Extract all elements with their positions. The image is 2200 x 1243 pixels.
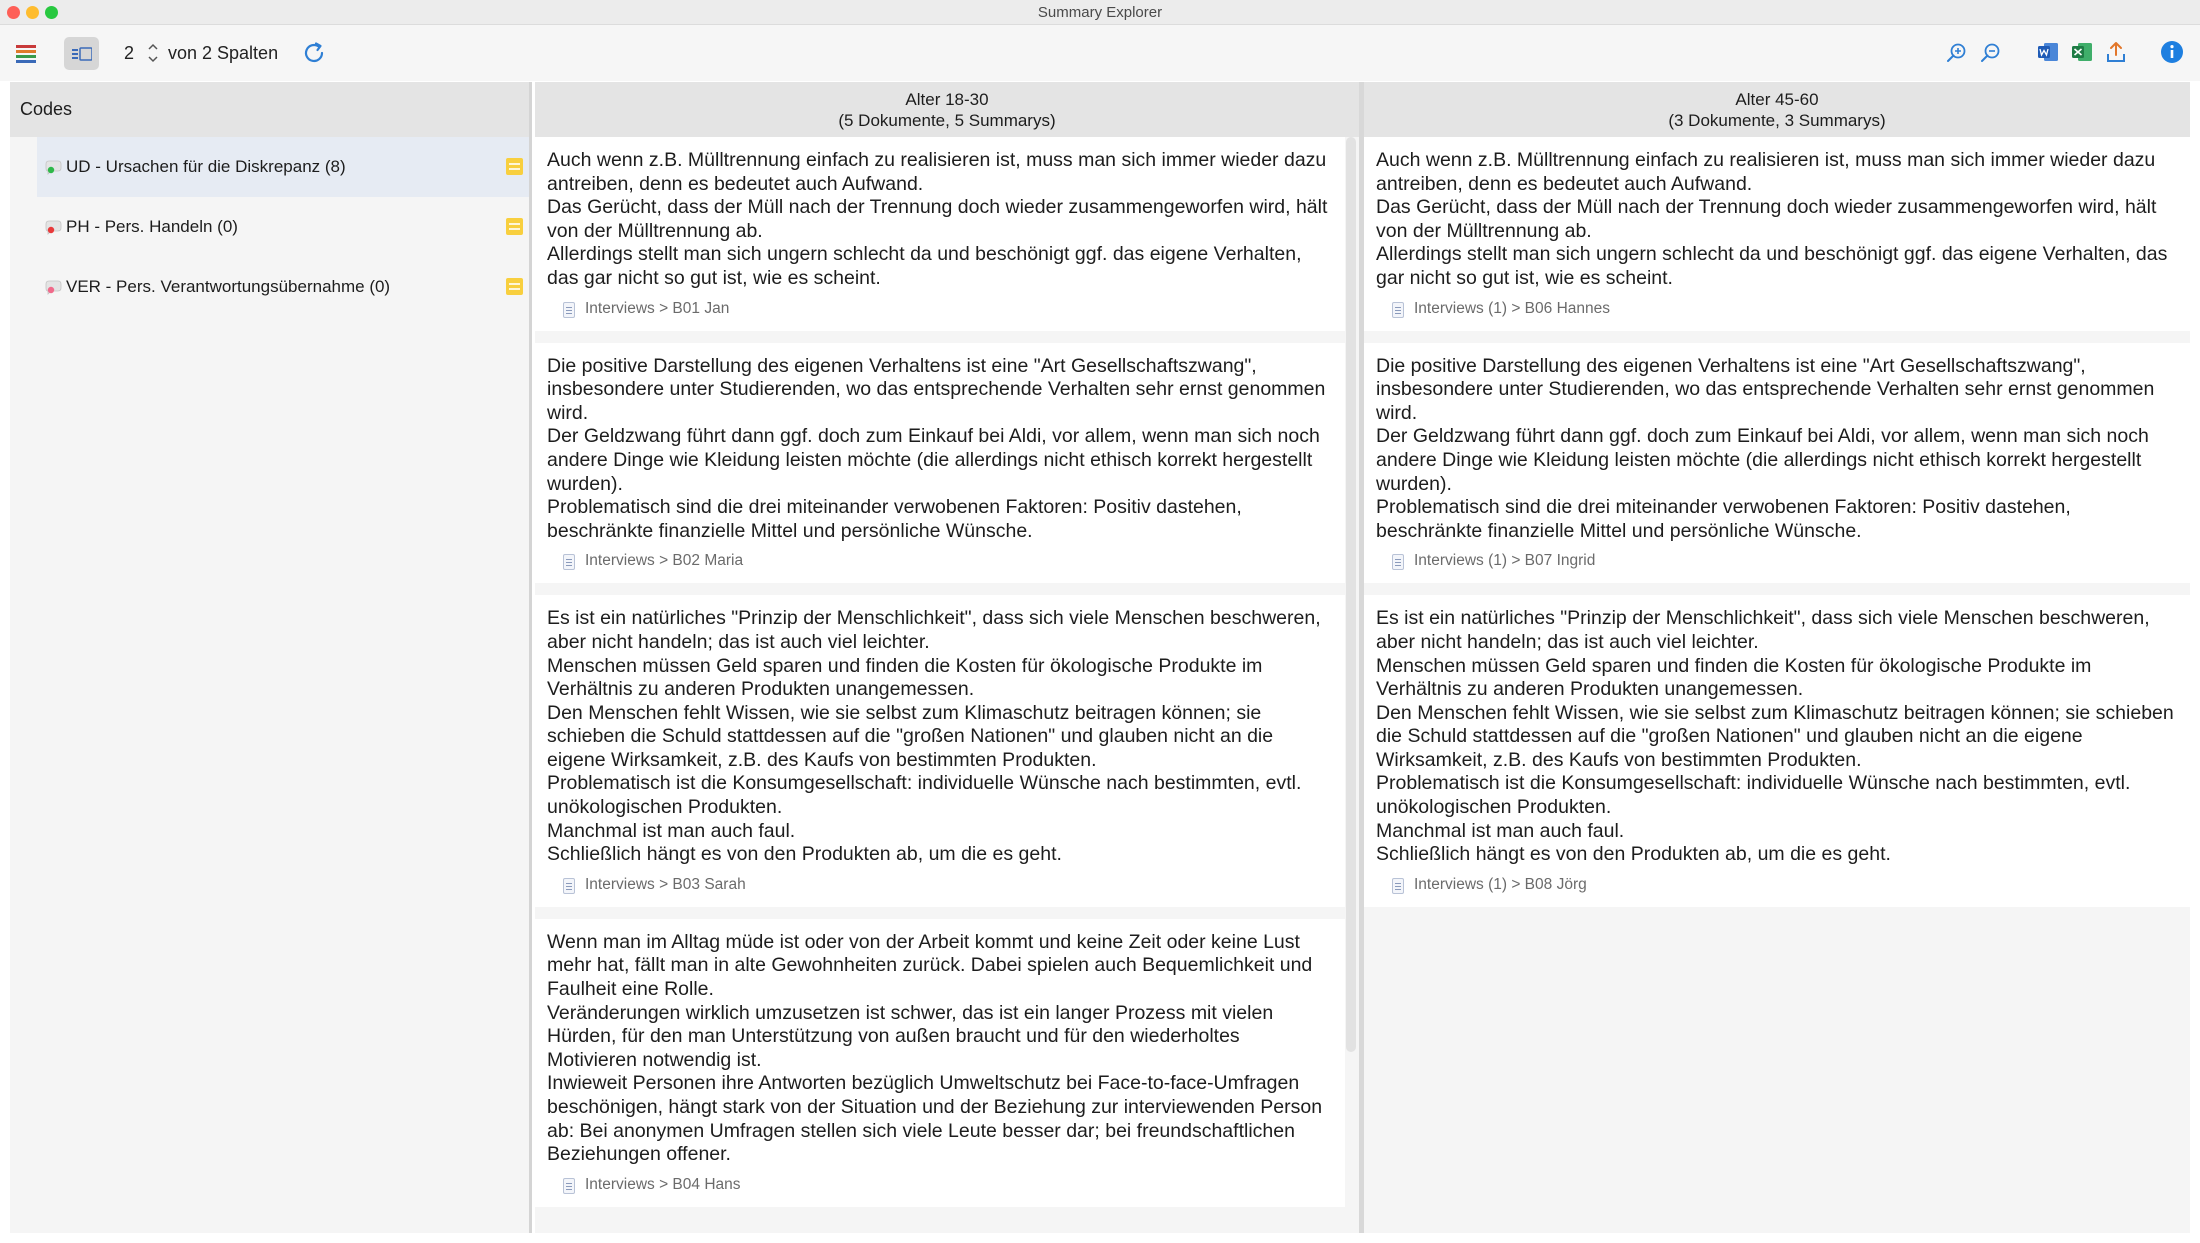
code-item[interactable] [37,257,529,317]
export-excel-icon[interactable] [2070,40,2094,64]
summary-text [1376,149,2180,291]
document-icon [1392,302,1404,318]
summary-card[interactable] [1364,595,2190,919]
summary-text [547,355,1335,544]
code-label: UD - Ursachen für die Diskrepanz (8) [66,157,346,176]
code-icon [45,219,63,235]
window-bottom-edge [0,1233,2200,1243]
column-body-2[interactable] [1364,137,2190,1233]
source-label: Interviews (1) > B07 Ingrid [1414,552,1596,570]
code-icon [45,279,63,295]
summary-line: Der Geldzwang führt dann ggf. doch zum Einkauf bei Aldi, vor allem, wenn man sich noch andere Dinge wie Kleidung leisten möchte (die allerdings nicht ethisch korrekt hergestellt wurden). [1376,425,2149,495]
source-link[interactable] [1376,867,2180,907]
source-link[interactable] [547,543,1335,583]
column-subtitle: (3 Dokumente, 3 Summarys) [1668,111,1886,130]
summary-line: Wenn man im Alltag müde ist oder von der Arbeit kommt und keine Zeit oder keine Lust mehr hat, fällt man in alte Gewohnheiten zurück. Dabei spielen auch Bequemlichkeit und Faulheit eine Rolle. [547,930,1313,1001]
summary-text [547,149,1335,291]
code-label: PH - Pers. Handeln (0) [66,217,238,236]
zoom-out-icon[interactable] [1979,41,2003,65]
export-word-icon[interactable] [2036,40,2060,64]
source-label: Interviews > B02 Maria [585,552,744,570]
source-link[interactable] [1376,543,2180,583]
summary-line: Menschen müssen Geld sparen und finden die Kosten für ökologische Produkte im Verhältnis zu anderen Produkten unangemessen. [1376,654,2092,701]
summary-line: Den Menschen fehlt Wissen, wie sie selbst zum Klimaschutz beitragen können; sie schieben die Schuld stattdessen auf die "großen Nationen" und glauben nicht an die eigene Wirksamkeit, z.B. des Kaufs von bestimmten Produkten. [1376,701,2174,771]
summary-card[interactable] [535,137,1345,343]
code-item[interactable] [37,137,529,197]
summary-card[interactable] [535,343,1345,596]
source-label: Interviews (1) > B08 Jörg [1414,875,1587,893]
code-list-icon[interactable] [12,41,40,67]
toggle-codes-panel-button[interactable] [64,37,99,70]
summary-line: Das Gerücht, dass der Müll nach der Trennung doch wieder zusammengeworfen wird, hält von der Mülltrennung ab. [1376,196,2157,242]
summary-card[interactable] [1364,137,2190,343]
source-label: Interviews (1) > B06 Hannes [1414,299,1610,317]
summary-line: Auch wenn z.B. Mülltrennung einfach zu realisieren ist, muss man sich immer wieder dazu antreiben, denn es bedeutet auch Aufwand. [1376,149,2156,195]
memo-icon[interactable] [506,218,523,235]
summary-column-2 [1364,82,2190,1233]
column-title: Alter 18-30 [905,90,989,109]
window-title: Summary Explorer [1037,4,1163,21]
column-body-1[interactable] [535,137,1359,1233]
source-link[interactable] [547,867,1335,907]
summary-card[interactable] [535,595,1345,919]
document-icon [1392,554,1404,570]
summary-line: Den Menschen fehlt Wissen, wie sie selbst zum Klimaschutz beitragen können; sie schieben die Schuld stattdessen auf die "großen Nationen" und glauben nicht an die eigene Wirksamkeit, z.B. des Kaufs von bestimmten Produkten. [547,701,1274,771]
summary-line: Allerdings stellt man sich ungern schlecht da und beschönigt ggf. das eigene Verhalten, das gar nicht so gut ist, wie es scheint. [1376,243,2168,289]
summary-line: Menschen müssen Geld sparen und finden die Kosten für ökologische Produkte im Verhältnis zu anderen Produkten unangemessen. [547,654,1263,701]
column-title: Alter 45-60 [1735,90,1819,109]
column-header-2 [1364,82,2190,137]
summary-line: Allerdings stellt man sich ungern schlecht da und beschönigt ggf. das eigene Verhalten, das gar nicht so gut ist, wie es scheint. [547,243,1302,289]
source-link[interactable] [547,1167,1335,1207]
columns-stepper[interactable] [146,40,160,66]
codes-panel [10,82,532,1233]
summary-line: Manchmal ist man auch faul. [547,819,796,842]
document-icon [563,554,575,570]
summary-line: Manchmal ist man auch faul. [1376,819,1625,842]
code-label: VER - Pers. Verantwortungsübernahme (0) [66,277,391,296]
summary-line: Problematisch ist die Konsumgesellschaft: individuelle Wünsche nach bestimmten, evtl. unökologischen Produkten. [1376,772,2131,819]
toolbar [0,25,2200,81]
summary-card[interactable] [1364,343,2190,596]
summary-line: Schließlich hängt es von den Produkten ab, um die es geht. [547,843,1062,866]
document-icon [563,878,575,894]
source-link[interactable] [1376,291,2180,331]
memo-icon[interactable] [506,158,523,175]
summary-line: Der Geldzwang führt dann ggf. doch zum Einkauf bei Aldi, vor allem, wenn man sich noch andere Dinge wie Kleidung leisten möchte (die allerdings nicht ethisch korrekt hergestellt wurden). [547,425,1320,495]
summary-line: Schließlich hängt es von den Produkten ab, um die es geht. [1376,843,1891,866]
summary-line: Die positive Darstellung des eigenen Verhaltens ist eine "Art Gesellschaftszwang", insbesondere unter Studierenden, wo das entsprechende Verhalten sehr ernst genommen wird. [1376,354,2155,424]
columns-count-value[interactable]: 2 [124,43,135,63]
refresh-icon[interactable] [300,39,328,67]
summary-line: Es ist ein natürliches "Prinzip der Menschlichkeit", dass sich viele Menschen beschweren, aber nicht handeln; das ist auch viel leichter. [547,607,1321,653]
summary-line: Inwieweit Personen ihre Antworten bezüglich Umweltschutz bei Face-to-face-Umfragen beschönigen, hängt stark von der Situation und der Beziehung zur interviewenden Person ab: Bei anonymen Umfragen stellen sich viele Leute besser dar; bei freundschaftlichen Beziehungen offener. [547,1072,1323,1166]
summary-line: Problematisch sind die drei miteinander verwobenen Faktoren: Positiv dastehen, beschränkte finanzielle Mittel und persönliche Wünsche. [1376,496,2071,542]
summary-text [547,931,1335,1167]
source-label: Interviews > B01 Jan [585,299,730,317]
source-label: Interviews > B04 Hans [585,1175,741,1193]
document-icon [563,302,575,318]
memo-icon[interactable] [506,278,523,295]
summary-line: Problematisch sind die drei miteinander verwobenen Faktoren: Positiv dastehen, beschränkte finanzielle Mittel und persönliche Wünsche. [547,496,1242,542]
summary-line: Das Gerücht, dass der Müll nach der Trennung doch wieder zusammengeworfen wird, hält von der Mülltrennung ab. [547,196,1328,242]
column-subtitle: (5 Dokumente, 5 Summarys) [838,111,1056,130]
summary-text [1376,355,2180,544]
summary-line: Problematisch ist die Konsumgesellschaft: individuelle Wünsche nach bestimmten, evtl. unökologischen Produkten. [547,772,1302,819]
summary-card[interactable] [535,919,1345,1219]
summary-text [1376,607,2180,867]
vertical-scrollbar[interactable] [1346,137,1356,1052]
info-icon[interactable] [2159,39,2185,65]
source-link[interactable] [547,291,1335,331]
codes-header: Codes [10,82,529,137]
code-item[interactable] [37,197,529,257]
code-icon [45,159,63,175]
summary-line: Es ist ein natürliches "Prinzip der Menschlichkeit", dass sich viele Menschen beschweren, aber nicht handeln; das ist auch viel leichter. [1376,607,2150,653]
zoom-in-icon[interactable] [1945,41,1969,65]
document-icon [1392,878,1404,894]
summary-line: Veränderungen wirklich umzusetzen ist schwer, das ist ein langer Prozess mit vielen Hürden, für den man Unterstützung von außen braucht und für den wiederholtes Motivieren notwendig ist. [547,1001,1274,1071]
document-icon [563,1178,575,1194]
title-bar [0,0,2200,25]
export-share-icon[interactable] [2104,39,2128,65]
source-label: Interviews > B03 Sarah [585,875,746,893]
summary-line: Die positive Darstellung des eigenen Verhaltens ist eine "Art Gesellschaftszwang", insbesondere unter Studierenden, wo das entsprechende Verhalten sehr ernst genommen wird. [547,354,1326,424]
codes-list [10,137,529,317]
summary-column-1 [535,82,1359,1233]
columns-label: von 2 Spalten [168,43,279,63]
summary-text [547,607,1335,867]
summary-line: Auch wenn z.B. Mülltrennung einfach zu realisieren ist, muss man sich immer wieder dazu antreiben, denn es bedeutet auch Aufwand. [547,149,1327,195]
column-header-1 [535,82,1359,137]
